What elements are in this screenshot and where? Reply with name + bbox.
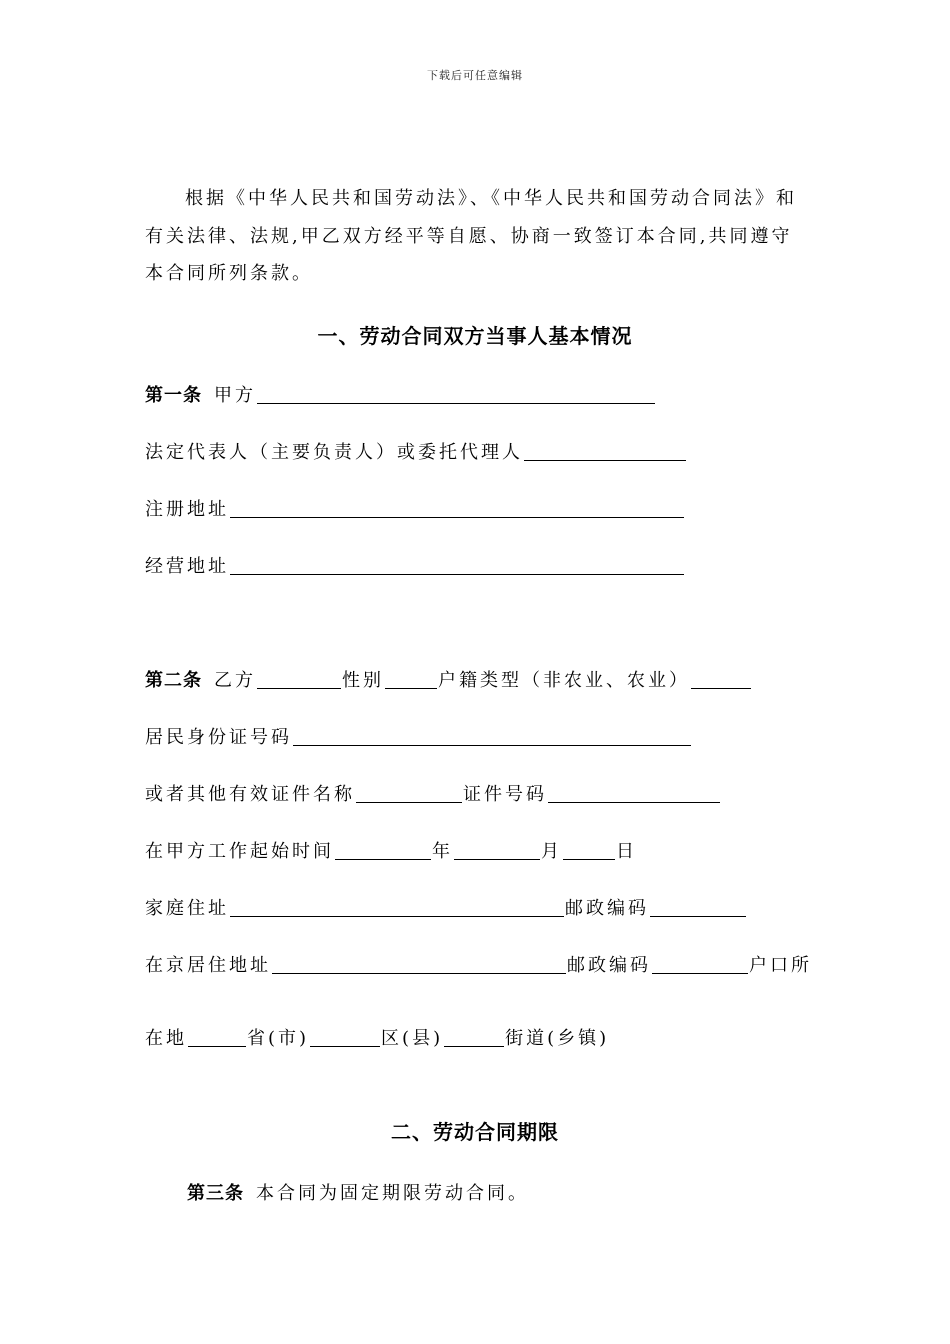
article-3-text: 本合同为固定期限劳动合同。 [256,1183,529,1204]
party-b-field[interactable] [257,670,341,689]
start-time-label: 在甲方工作起始时间 [145,841,334,862]
header-note: 下载后可任意编辑 [427,69,523,82]
postcode-1-field[interactable] [650,898,746,917]
reg-address-row [145,497,685,523]
legal-rep-field[interactable] [524,442,686,461]
start-day-field[interactable] [563,841,615,860]
article-3-label: 第三条 [187,1183,244,1204]
postcode-2-label: 邮政编码 [567,955,651,976]
article-1-label: 第一条 [145,385,202,406]
street-field[interactable] [444,1028,504,1047]
section-1-title: 一、劳动合同双方当事人基本情况 [317,324,633,348]
gender-label: 性别 [342,670,384,691]
reg-address-field[interactable] [230,499,684,518]
start-time-row [145,839,637,865]
home-address-row [145,896,747,922]
province-field[interactable] [188,1028,246,1047]
home-address-label: 家庭住址 [145,898,229,919]
article-2-label: 第二条 [145,670,202,691]
hukou-type-field[interactable] [691,670,751,689]
cert-number-label: 证件号码 [463,784,547,805]
beijing-address-row [145,953,812,979]
id-number-row [145,725,692,751]
party-b-label: 乙方 [214,670,256,691]
start-year-field[interactable] [335,841,431,860]
legal-rep-row [145,440,687,466]
month-label: 月 [541,841,562,862]
party-a-field[interactable] [257,385,655,404]
beijing-address-label: 在京居住地址 [145,955,271,976]
article-1-party-a [145,383,656,409]
location-prefix: 在地 [145,1028,187,1049]
hukou-type-label: 户籍类型（非农业、农业） [438,670,690,691]
day-label: 日 [616,841,637,862]
province-label: 省(市) [247,1028,310,1049]
biz-address-label: 经营地址 [145,556,229,577]
postcode-1-label: 邮政编码 [565,898,649,919]
article-2-party-b [145,668,752,694]
start-month-field[interactable] [454,841,540,860]
cert-number-field[interactable] [548,784,720,803]
other-id-row [145,782,721,808]
postcode-2-field[interactable] [652,955,748,974]
hukou-location-row [145,1026,609,1052]
article-3-row [187,1181,529,1207]
other-id-field[interactable] [356,784,462,803]
intro-paragraph: 根据《中华人民共和国劳动法》、《中华人民共和国劳动合同法》和有关法律、法规,甲乙双方经平等自愿、协商一致签订本合同,共同遵守本合同所列条款。 [145,188,797,284]
district-field[interactable] [310,1028,380,1047]
year-label: 年 [432,841,453,862]
biz-address-field[interactable] [230,556,684,575]
beijing-address-field[interactable] [272,955,566,974]
hukou-location-label: 户口所 [749,955,812,976]
street-label: 街道(乡镇) [505,1028,610,1049]
section-2-title: 二、劳动合同期限 [391,1120,559,1144]
other-id-label: 或者其他有效证件名称 [145,784,355,805]
party-a-label: 甲方 [214,385,256,406]
district-label: 区(县) [381,1028,444,1049]
id-number-field[interactable] [293,727,691,746]
home-address-field[interactable] [230,898,564,917]
gender-field[interactable] [385,670,437,689]
biz-address-row [145,554,685,580]
reg-address-label: 注册地址 [145,499,229,520]
id-number-label: 居民身份证号码 [145,727,292,748]
legal-rep-label: 法定代表人（主要负责人）或委托代理人 [145,442,523,463]
